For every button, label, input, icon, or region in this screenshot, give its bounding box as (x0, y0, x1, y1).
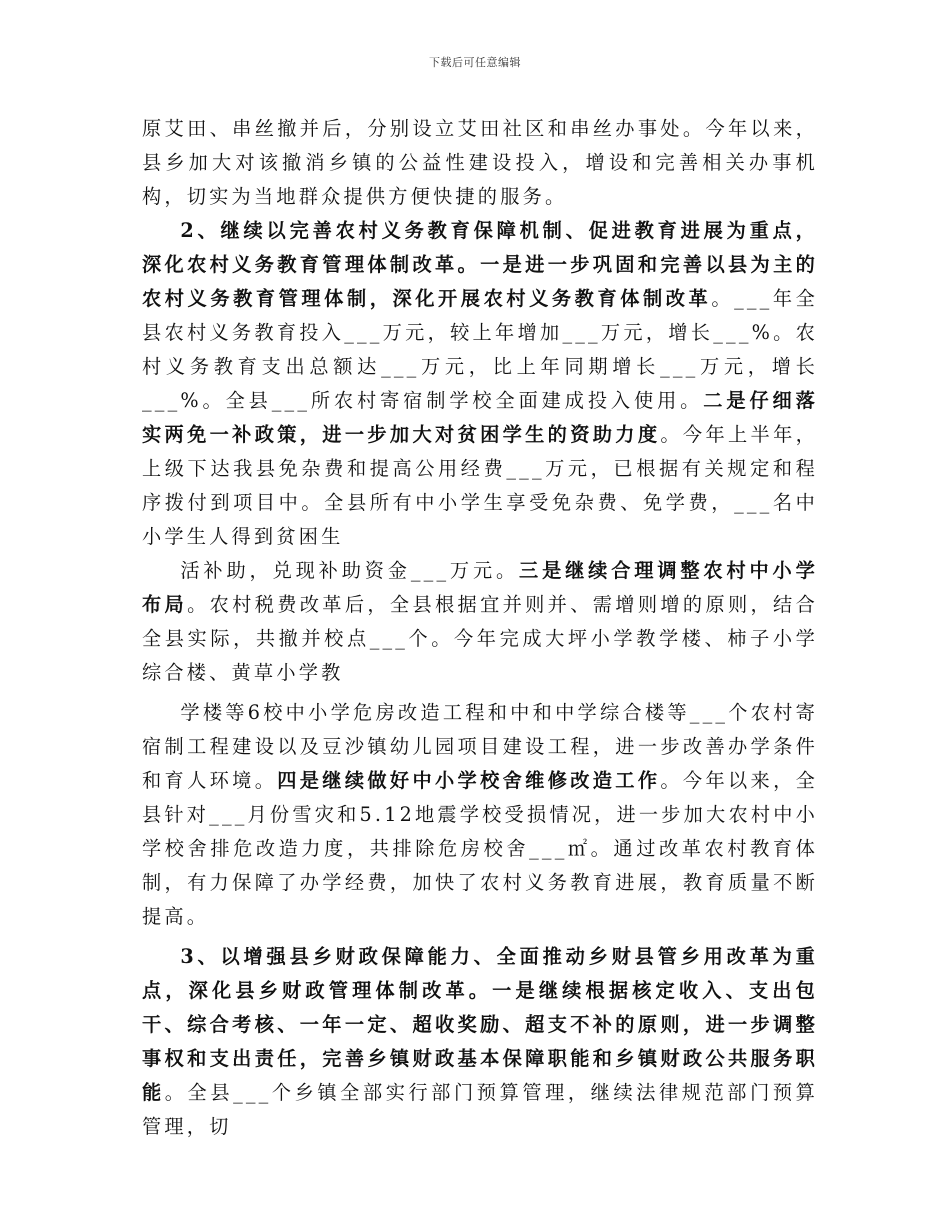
paragraph-2-text-1: 。___年全县农村义务教育投入___万元，较上年增加___万元，增长___%。农村义务教育支出总额达___万元，比上年同期增长___万元，增长___%。全县___所农村寄宿制学校全面建成投入使用。 (142, 287, 819, 412)
paragraph-2-bold-2: 二是仔细落实两免一补政策，进一步加大对贫困学生的资助力度 (142, 389, 819, 446)
document-body (142, 112, 818, 1144)
paragraph-4 (142, 696, 818, 934)
paragraph-2-text-2: 。今年上半年，上级下达我县免杂费和提高公用经费___万元，已根据有关规定和程序拨付到项目中。全县所有中小学生享受免杂费、免学费，___名中小学生人得到贫困生 (142, 423, 818, 548)
paragraph-3-text-1: 活补助，兑现补助资金___万元。 (180, 559, 520, 582)
paragraph-2 (142, 214, 818, 554)
page-header: 下载后可任意编辑 (429, 56, 521, 69)
paragraph-3-bold-1: 三是继续合理调整农村中小学布局 (142, 559, 818, 616)
paragraph-4-text-1: 学楼等6校中小学危房改造工程和中和中学综合楼等___个农村寄宿制工程建设以及豆沙镇幼儿园项目建设工程，进一步改善办学条件和育人环境。 (142, 701, 818, 792)
paragraph-2-bold-1: 2、继续以完善农村义务教育保障机制、促进教育进展为重点，深化农村义务教育管理体制改革。一是进一步巩固和完善以县为主的农村义务教育管理体制，深化开展农村义务教育体制改革 (142, 219, 818, 310)
paragraph-1: 原艾田、串丝撤并后，分别设立艾田社区和串丝办事处。今年以来，县乡加大对该撤消乡镇的公益性建设投入，增设和完善相关办事机构，切实为当地群众提供方便快捷的服务。 (142, 117, 818, 208)
paragraph-3 (142, 554, 818, 690)
paragraph-5-bold-1: 3、以增强县乡财政保障能力、全面推动乡财县管乡用改革为重点，深化县乡财政管理体制改革。一是继续根据核定收入、支出包干、综合考核、一年一定、超收奖励、超支不补的原则，进一步调整事权和支出责任，完善乡镇财政基本保障职能和乡镇财政公共服务职能 (142, 945, 818, 1104)
paragraph-5 (142, 940, 818, 1144)
paragraph-3-text-2: 。农村税费改革后，全县根据宜并则并、需增则增的原则，结合全县实际，共撤并校点___个。今年完成大坪小学教学楼、柿子小学综合楼、黄草小学教 (142, 593, 818, 684)
paragraph-4-text-2: 。今年以来，全县针对___月份雪灾和5.12地震学校受损情况，进一步加大农村中小学校舍排危改造力度，共排除危房校舍___㎡。通过改革农村教育体制，有力保障了办学经费，加快了农村义务教育进展，教育质量不断提高。 (142, 769, 819, 928)
paragraph-4-bold-1: 四是继续做好中小学校舍维修改造工作 (277, 769, 661, 792)
paragraph-5-text-1: 。全县___个乡镇全部实行部门预算管理，继续法律规范部门预算管理，切 (142, 1081, 819, 1138)
